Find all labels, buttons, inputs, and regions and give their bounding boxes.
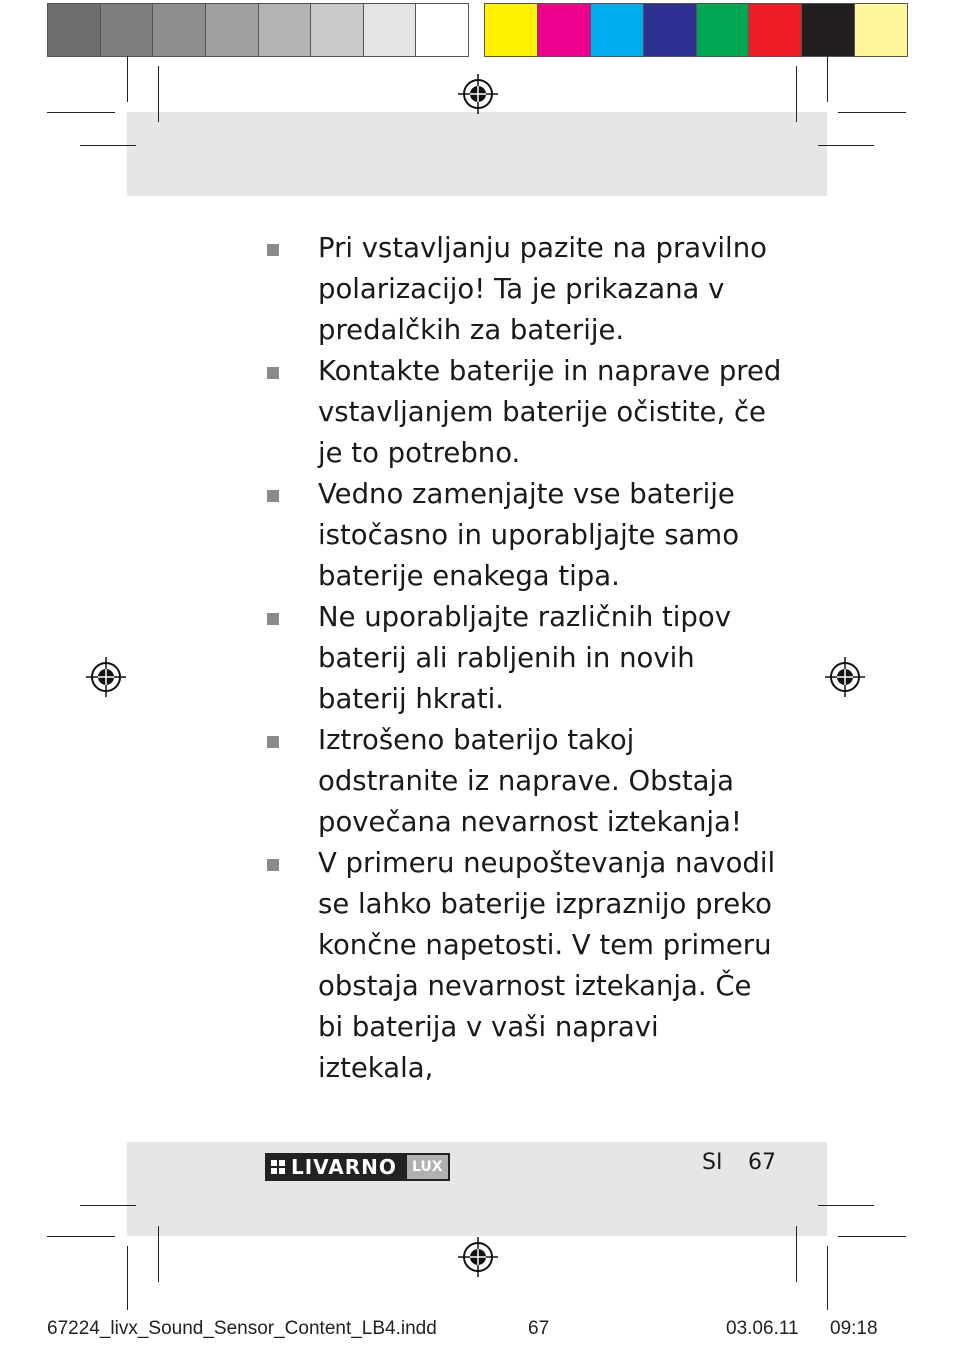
bullet-list bbox=[262, 228, 782, 1089]
registration-mark-icon bbox=[458, 1237, 498, 1277]
square-bullet-icon bbox=[267, 613, 279, 625]
crop-mark bbox=[80, 145, 136, 146]
crop-mark bbox=[838, 1236, 906, 1237]
page-number: 67 bbox=[748, 1150, 776, 1175]
square-bullet-icon bbox=[267, 490, 279, 502]
slug-page: 67 bbox=[528, 1318, 550, 1339]
color-swatch bbox=[485, 4, 538, 56]
registration-mark-icon bbox=[458, 74, 498, 114]
crop-mark bbox=[80, 1205, 136, 1206]
slug-time: 09:18 bbox=[830, 1318, 878, 1339]
crop-mark bbox=[818, 1205, 874, 1206]
crop-mark bbox=[818, 145, 874, 146]
square-bullet-icon bbox=[267, 367, 279, 379]
crop-mark bbox=[796, 1226, 797, 1282]
gray-swatch bbox=[259, 4, 312, 56]
crop-mark bbox=[127, 1246, 128, 1310]
brand-name: LIVARNO bbox=[291, 1155, 397, 1179]
crop-mark bbox=[827, 1246, 828, 1310]
slug-date: 03.06.11 bbox=[726, 1318, 799, 1339]
gray-swatch bbox=[153, 4, 206, 56]
square-bullet-icon bbox=[267, 244, 279, 256]
list-item bbox=[262, 351, 782, 474]
list-item bbox=[262, 597, 782, 720]
gray-swatch bbox=[101, 4, 154, 56]
color-swatch bbox=[538, 4, 591, 56]
list-item-text: Iztrošeno baterijo takoj odstranite iz naprave. Obstaja povečana nevarnost iztekanja! bbox=[318, 724, 742, 838]
crop-mark bbox=[47, 1236, 115, 1237]
gray-swatch bbox=[48, 4, 101, 56]
color-swatch bbox=[802, 4, 855, 56]
gray-swatch bbox=[206, 4, 259, 56]
crop-mark bbox=[796, 66, 797, 122]
logo-grid-icon bbox=[271, 1160, 285, 1174]
registration-mark-icon bbox=[86, 657, 126, 697]
list-item bbox=[262, 474, 782, 597]
slug-filename: 67224_livx_Sound_Sensor_Content_LB4.indd bbox=[47, 1318, 437, 1339]
list-item-text: Ne uporabljajte različnih tipov baterij ali rabljenih in novih baterij hkrati. bbox=[318, 601, 731, 715]
header-band bbox=[127, 112, 827, 196]
crop-mark bbox=[158, 1226, 159, 1282]
gray-swatch bbox=[416, 4, 468, 56]
color-swatch bbox=[644, 4, 697, 56]
crop-mark bbox=[838, 112, 906, 113]
gray-calibration-bar bbox=[47, 3, 469, 57]
crop-mark bbox=[827, 56, 828, 102]
color-swatch bbox=[591, 4, 644, 56]
crop-mark bbox=[158, 66, 159, 122]
list-item-text: Kontakte baterije in naprave pred vstavljanjem baterije očistite, če je to potrebno. bbox=[318, 355, 782, 469]
brand-sub: LUX bbox=[405, 1153, 450, 1181]
language-code: SI bbox=[702, 1150, 723, 1175]
color-calibration-bar bbox=[484, 3, 908, 57]
list-item bbox=[262, 843, 782, 1089]
color-swatch bbox=[749, 4, 802, 56]
list-item-text: V primeru neupoštevanja navodil se lahko baterije izpraznijo preko končne napetosti. V tem primeru obstaja nevarnost iztekanja. Če bi baterija v vaši napravi iztekala, bbox=[318, 847, 776, 1084]
list-item-text: Vedno zamenjajte vse baterije istočasno in uporabljajte samo baterije enakega tipa. bbox=[318, 478, 740, 592]
gray-swatch bbox=[311, 4, 364, 56]
registration-mark-icon bbox=[825, 657, 865, 697]
square-bullet-icon bbox=[267, 736, 279, 748]
brand-logo bbox=[265, 1153, 450, 1181]
gray-swatch bbox=[364, 4, 417, 56]
color-swatch bbox=[855, 4, 907, 56]
crop-mark bbox=[127, 56, 128, 102]
color-swatch bbox=[697, 4, 750, 56]
crop-mark bbox=[47, 112, 115, 113]
list-item-text: Pri vstavljanju pazite na pravilno polarizacijo! Ta je prikazana v predalčkih za baterije. bbox=[318, 232, 767, 346]
square-bullet-icon bbox=[267, 859, 279, 871]
list-item bbox=[262, 720, 782, 843]
list-item bbox=[262, 228, 782, 351]
